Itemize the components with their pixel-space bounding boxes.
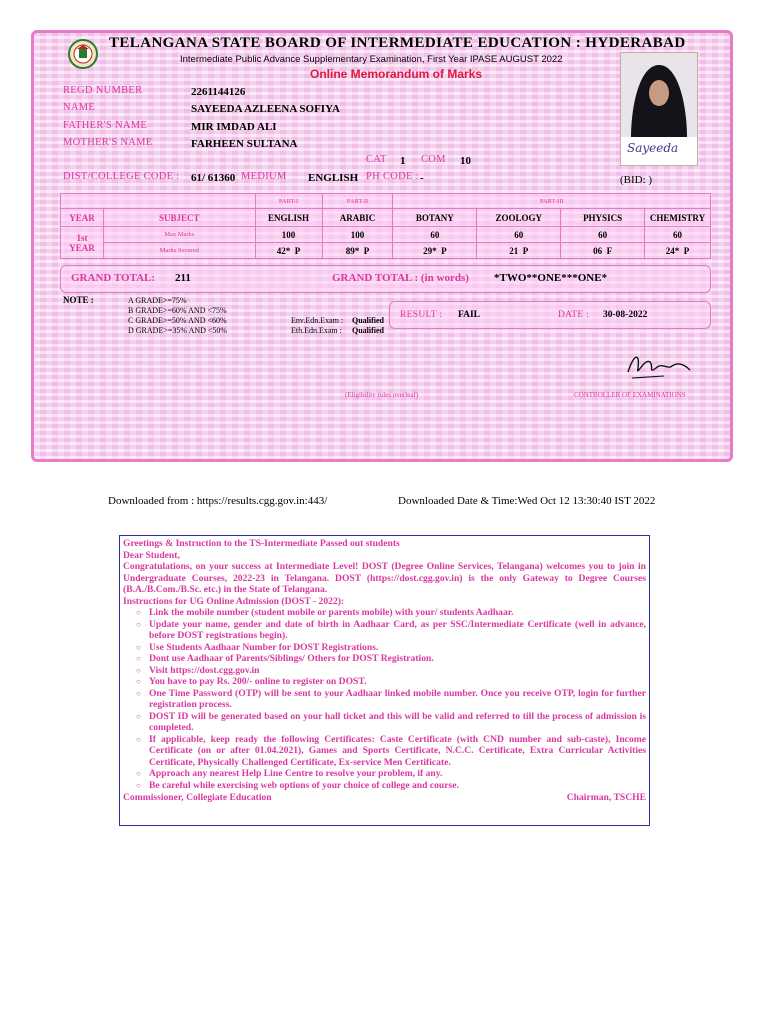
grade-a-note: A GRADE>=75% [128,296,187,305]
commissioner-signatory: Commissioner, Collegiate Education [123,792,272,803]
subject-arabic: ARABIC [322,209,393,227]
exam-subtitle: Intermediate Public Advance Supplementary Examination, First Year IPASE AUGUST 2022 [180,54,563,65]
bullet-icon: ○ [136,688,141,698]
bullet-icon: ○ [136,769,141,778]
list-item: ○ Link the mobile number (student mobile or parents mobile) with your/ students Aadhaar. [136,607,514,618]
bullet-icon: ○ [136,665,141,675]
year-number: 1st [76,232,88,243]
grand-total-label: GRAND TOTAL: [71,272,156,284]
eligibility-note: (Eligibility rules overleaf) [345,391,419,399]
ph-code-value: - [420,172,424,184]
result-value: FAIL [458,310,480,320]
signatories-row [123,792,646,804]
board-logo-icon [68,39,98,69]
mother-name-label: MOTHER'S NAME [63,137,153,148]
student-name-value: SAYEEDA AZLEENA SOFIYA [191,103,340,115]
subjects-header-row [61,209,711,227]
part3-label: PART-III [393,194,711,209]
secured-english: 42* P [255,243,322,259]
regd-number-label: REGD NUMBER [63,85,143,96]
cat-value: 1 [400,155,406,167]
date-value: 30-08-2022 [603,310,648,320]
grade-d-note: D GRADE>=35% AND <50% [128,326,228,335]
congrats-paragraph: Congratulations, on your success at Intermediate Level! DOST (Degree Online Services, Telangana) welcomes you to join in Undergraduate Courses, 2022-23 in Telangana. DOST (https://dost.cgg.gov.in) is the only Gateway to Degree Courses (B.A./B.Com./B.Sc. etc.) in the State of Telangana. [123,561,646,595]
list-item: ○ If applicable, keep ready the following Certificates: Caste Certificate (with CND number and sub-caste), Income Certificate (on or after 01.04.2021), Games and Sports Certificate, N.C.C. Certificate, Extra Curricular Activities Certificate, Physically Challenged Certificate, Ex-service Men Certificate. [136,733,646,768]
student-portrait-icon [621,53,697,137]
max-marks-row [61,227,711,243]
bullet-icon: ○ [136,780,141,790]
name-label: NAME [63,102,96,113]
year-word: YEAR [69,242,95,253]
eth-edn-value: Qualified [352,326,385,335]
secured-marks-row [61,243,711,259]
chairman-signatory: Chairman, TSCHE [566,792,646,803]
student-photo [620,52,698,166]
medium-label: MEDIUM [241,171,287,182]
com-value: 10 [460,155,471,167]
dist-college-value: 61/ 61360 [191,172,236,184]
instructions-heading: Greetings & Instruction to the TS-Intermediate Passed out students [123,538,400,549]
part1-label: PART-I [255,194,322,209]
result-box [389,301,711,329]
dist-college-label: DIST/COLLEGE CODE : [63,171,180,182]
grand-total-value: 211 [175,272,191,284]
grade-c-note: C GRADE>=50% AND <60% [128,316,227,325]
max-botany: 60 [393,227,477,243]
list-item: ○ One Time Password (OTP) will be sent to your Aadhaar linked mobile number. Once you receive OTP, login for further registration process. [136,687,646,710]
date-label: DATE : [558,310,590,320]
bullet-icon: ○ [136,677,141,686]
secured-zoology: 21 P [477,243,561,259]
com-label: COM [421,154,446,165]
grand-total-box [60,265,711,293]
medium-value: ENGLISH [308,172,359,184]
controller-label: CONTROLLER OF EXAMINATIONS [574,391,686,399]
subject-physics: PHYSICS [561,209,645,227]
greeting: Dear Student, [123,549,180,561]
grand-total-words-label: GRAND TOTAL : (in words) [332,272,469,284]
note-label: NOTE : [63,295,94,305]
instructions-list-heading: Instructions for UG Online Admission (DOST - 2022): [123,595,345,607]
mother-name-value: FARHEEN SULTANA [191,138,298,150]
controller-signature-icon [624,348,696,384]
downloaded-datetime: Downloaded Date & Time:Wed Oct 12 13:30:40 IST 2022 [398,495,656,507]
secured-chemistry: 24* P [645,243,711,259]
max-english: 100 [255,227,322,243]
secured-botany: 29* P [393,243,477,259]
max-arabic: 100 [322,227,393,243]
max-marks-label: Max Marks [103,227,255,243]
ph-code-label: PH CODE : [366,171,419,182]
secured-arabic: 89* P [322,243,393,259]
eth-edn-label: Eth.Edn.Exam : [291,326,342,335]
father-name-label: FATHER'S NAME [63,120,148,131]
instructions-box [119,535,650,826]
subject-english: ENGLISH [255,209,322,227]
memo-heading: Online Memorandum of Marks [310,67,483,81]
regd-number-value: 2261144126 [191,86,246,98]
bullet-icon: ○ [136,734,141,744]
list-item: ○ You have to pay Rs. 200/- online to register on DOST. [136,676,367,687]
part2-label: PART-II [322,194,393,209]
list-item: ○ Approach any nearest Help Line Centre to resolve your problem, if any. [136,768,443,779]
subject-zoology: ZOOLOGY [477,209,561,227]
list-item: ○ Use Students Aadhaar Number for DOST Registrations. [136,641,379,653]
subject-botany: BOTANY [393,209,477,227]
max-zoology: 60 [477,227,561,243]
marks-memo-card [31,30,733,462]
env-edn-value: Qualified [352,316,385,325]
env-edn-label: Env.Edn.Exam : [291,316,344,325]
secured-marks-label: Marks Secured [103,243,255,259]
bullet-icon: ○ [136,711,141,721]
cat-label: CAT [366,154,387,165]
grade-b-note: B GRADE>=60% AND <75% [128,306,227,315]
list-item: ○ DOST ID will be generated based on your hall ticket and this will be valid and referred to till the process of admission is completed. [136,710,646,733]
result-label: RESULT : [400,310,443,320]
max-physics: 60 [561,227,645,243]
year-cell [61,227,104,259]
father-name-value: MIR IMDAD ALI [191,121,277,133]
photo-signature: Sayeeda [627,141,679,155]
list-item: ○ Update your name, gender and date of birth in Aadhaar Card, as per SSC/Intermediate Certificate (well in advance, before DOST registrations begin). [136,618,646,641]
year-header: YEAR [61,209,104,227]
list-item: ○ Be careful while exercising web options of your choice of college and course. [136,779,459,791]
bullet-icon: ○ [136,619,141,629]
max-chemistry: 60 [645,227,711,243]
downloaded-from: Downloaded from : https://results.cgg.gov.in:443/ [108,495,328,507]
list-item: ○ Visit https://dost.cgg.gov.in [136,664,260,676]
subject-chemistry: CHEMISTRY [645,209,711,227]
grand-total-words-value: *TWO**ONE***ONE* [494,272,608,284]
secured-physics: 06 F [561,243,645,259]
bullet-icon: ○ [136,608,141,617]
list-item: ○ Dont use Aadhaar of Parents/Siblings/ Others for DOST Registration. [136,653,434,664]
marks-table [60,193,711,259]
instructions-list [123,607,646,791]
bullet-icon: ○ [136,642,141,652]
board-title: TELANGANA STATE BOARD OF INTERMEDIATE EDUCATION : HYDERABAD [109,35,686,51]
parts-header-row [61,194,711,209]
subject-header: SUBJECT [103,209,255,227]
bullet-icon: ○ [136,654,141,663]
bid-value: (BID: ) [620,174,653,186]
